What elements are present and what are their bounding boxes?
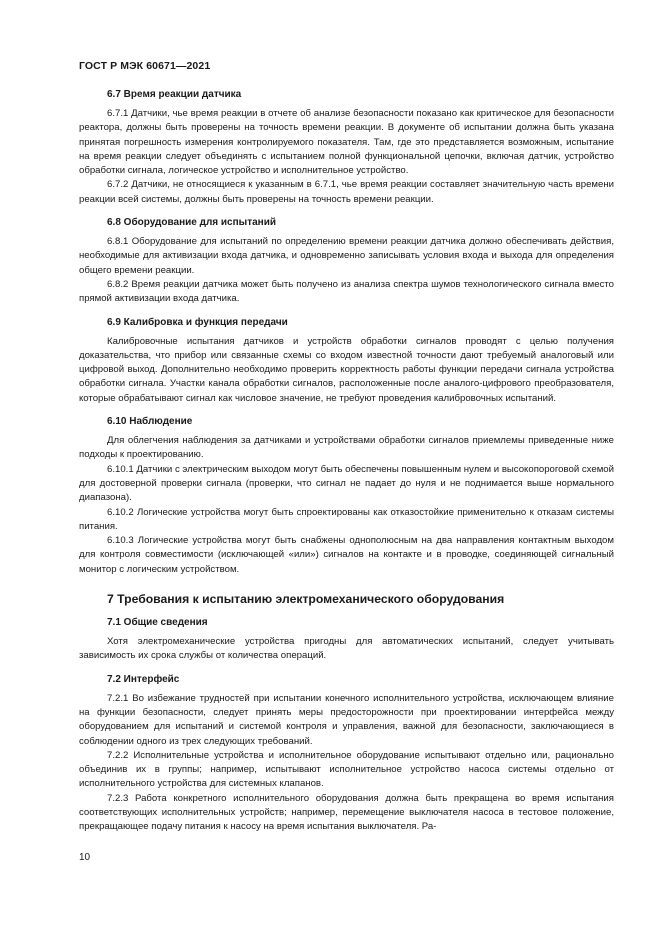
paragraph-6-10-intro: Для облегчения наблюдения за датчиками и устройствами обработки сигналов приемлемы приведенные ниже подходы к проектированию. (79, 435, 614, 461)
paragraph-6-7-2: 6.7.2 Датчики, не относящиеся к указанным в 6.7.1, чье время реакции составляет значительную часть времени реакции всей системы, должны быть проверены на точность времени реакции. (79, 179, 614, 205)
paragraph-6-9: Калибровочные испытания датчиков и устройств обработки сигналов проводят с целью получения доказательства, что прибор или связанные схемы со входом известной точности дают требуемый аналоговый или цифровой выход. Дополнительно необходимо проверить корректность работы функции передачи сигнала устройства обработки сигнала. Участки канала обработки сигналов, расположенные после аналого-цифрового преобразователя, которые обрабатывают сигнал как числовое значение, не требуют проведения калибровочных испытаний. (79, 335, 614, 404)
document-header: ГОСТ Р МЭК 60671—2021 (79, 60, 211, 72)
paragraph-6-8-1: 6.8.1 Оборудование для испытаний по определению времени реакции датчика должно обеспечивать действия, необходимые для активизации входа датчика, и одновременно записывать условия входа и выхода для определения общего времени реакции. (79, 236, 614, 276)
section-6-9-heading: 6.9 Калибровка и функция передачи (107, 316, 288, 328)
section-6-10-heading: 6.10 Наблюдение (107, 416, 193, 428)
paragraph-7-2-1: 7.2.1 Во избежание трудностей при испытании конечного исполнительного устройства, исключающем влияние на функции безопасности, следует принять меры предосторожности при проектировании интерфейса между оборудованием для испытаний и системой контроля и управления, важной для безопасности, заключающиеся в соблюдении одного из трех следующих требований. (79, 692, 614, 747)
paragraph-6-8-2: 6.8.2 Время реакции датчика может быть получено из анализа спектра шумов технологического сигнала вместо прямой активизации входа датчика. (79, 278, 614, 305)
paragraph-7-1: Хотя электромеханические устройства пригодны для автоматических испытаний, следует учитывать зависимость их срока службы от количества операций. (79, 636, 614, 662)
section-7-heading: 7 Требования к испытанию электромеханического оборудования (107, 592, 505, 607)
page-body (79, 88, 614, 835)
section-7-2-heading: 7.2 Интерфейс (107, 673, 180, 685)
paragraph-6-7-1: 6.7.1 Датчики, чье время реакции в отчете об анализе безопасности показано как критическое для безопасности реактора, должны быть проверены на точность времени реакции. В документе об испытании должна быть указана принятая погрешность измерения контролируемого показателя. Там, где это представляется возможным, испытание на время реакции следует объединять с испытанием полной функциональной цепочки, включая датчик, устройство обработки сигнала, логическое устройство и исполнительное устройство. (79, 108, 614, 177)
paragraph-6-10-2: 6.10.2 Логические устройства могут быть спроектированы как отказостойкие применительно к отказам системы питания. (79, 506, 614, 532)
section-7-1-heading: 7.1 Общие сведения (107, 617, 208, 629)
paragraph-7-2-3: 7.2.3 Работа конкретного исполнительного оборудования должна быть прекращена во время испытания соответствующих исполнительных устройств; например, перемещение выключателя насоса в тестовое положение, прекращающее подачу питания к насосу на время испытания выключателя. Ра- (79, 792, 614, 833)
paragraph-6-10-1: 6.10.1 Датчики с электрическим выходом могут быть обеспечены повышенным нулем и высокопороговой схемой для достоверной проверки сигнала (проверки, что сигнал не падает до нуля и не поднимается выше нормального диапазона). (79, 463, 614, 504)
section-6-8-heading: 6.8 Оборудование для испытаний (107, 217, 276, 229)
paragraph-7-2-2: 7.2.2 Исполнительные устройства и исполнительное оборудование испытывают отдельно или, рационально объединив их в группы; например, испытывают исполнительное устройство насоса системы отдельно от исполнительного устройства для системных клапанов. (79, 749, 614, 790)
section-6-7-heading: 6.7 Время реакции датчика (107, 89, 242, 100)
paragraph-6-10-3: 6.10.3 Логические устройства могут быть снабжены однополюсным на два направления контактным выходом для контроля совместимости (исключающей «или») сигналов на контакте и в проводке, соединяющей сигнальный монитор с логическим устройством. (79, 535, 614, 575)
page-number: 10 (79, 852, 91, 863)
